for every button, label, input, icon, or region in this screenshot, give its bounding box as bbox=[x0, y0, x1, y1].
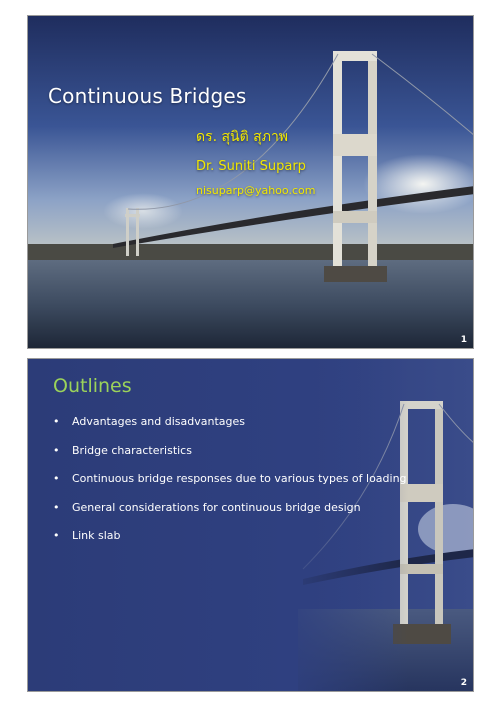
author-name-english: Dr. Suniti Suparp bbox=[196, 159, 306, 174]
list-item bbox=[53, 501, 407, 530]
slide-title: Outlines bbox=[53, 375, 132, 397]
slide-number: 2 bbox=[460, 678, 467, 688]
author-name-thai: ดร. สุนิติ สุภาพ bbox=[196, 129, 289, 145]
slide-2 bbox=[27, 358, 474, 692]
bridge-photo-background bbox=[28, 16, 474, 349]
outline-list bbox=[53, 415, 407, 558]
list-item bbox=[53, 529, 407, 558]
list-item-text: Link slab bbox=[72, 529, 121, 542]
list-item-text: Continuous bridge responses due to various types of loading bbox=[72, 472, 407, 485]
list-item bbox=[53, 415, 407, 444]
bullet-icon: • bbox=[53, 415, 60, 428]
author-email: nisuparp@yahoo.com bbox=[196, 184, 316, 197]
bullet-icon: • bbox=[53, 472, 60, 485]
list-item bbox=[53, 472, 407, 501]
bullet-icon: • bbox=[53, 443, 60, 457]
list-item-text: Advantages and disadvantages bbox=[72, 415, 246, 428]
list-item bbox=[53, 444, 407, 473]
bullet-icon: • bbox=[53, 500, 60, 514]
bullet-icon: • bbox=[53, 529, 60, 542]
list-item-text: Bridge characteristics bbox=[72, 443, 192, 457]
list-item-text: General considerations for continuous bridge design bbox=[72, 500, 361, 514]
slide-number: 1 bbox=[460, 335, 467, 345]
slide-title: Continuous Bridges bbox=[48, 84, 247, 108]
slide-1 bbox=[27, 15, 474, 349]
